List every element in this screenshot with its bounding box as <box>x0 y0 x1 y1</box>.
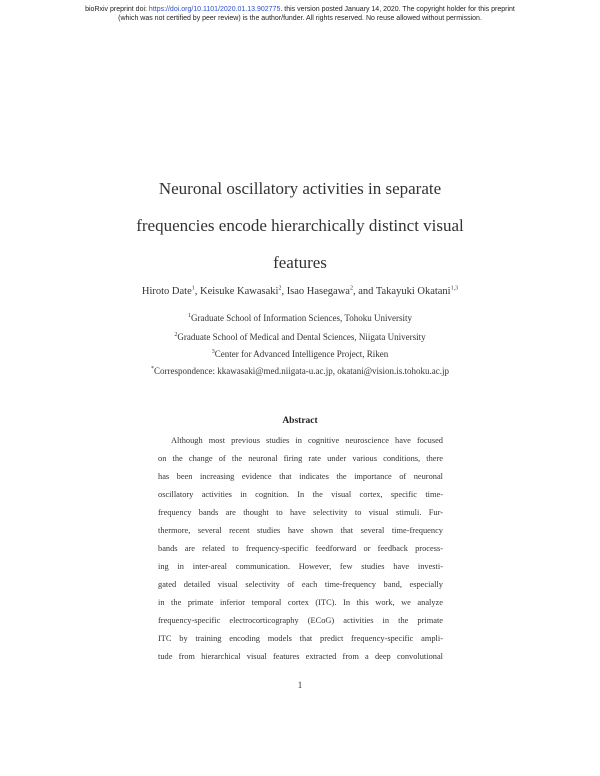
author-name: Keisuke Kawasaki <box>200 286 279 297</box>
title-line: frequencies encode hierarchically distinct visual <box>136 216 464 235</box>
affiliation: $^2$Graduate School of Medical and Dental Sciences, Niigata University <box>174 332 426 342</box>
abstract-line: thermore, several recent studies have shown that several time-frequency <box>158 526 443 535</box>
abstract-line: bands are related to frequency-specific feedforward or feedback process- <box>158 544 443 553</box>
abstract-line: Although most previous studies in cognitive neuroscience have focused <box>171 436 443 445</box>
abstract-line: has been increasing evidence that indicates the importance of neuronal <box>158 472 443 481</box>
abstract-line: on the change of the neuronal firing rate under various conditions, there <box>158 454 443 463</box>
title-line: features <box>273 253 327 272</box>
author-affiliation-mark: 1,3 <box>450 285 459 292</box>
author-name: Hiroto Date <box>141 286 192 297</box>
abstract-line: frequency-specific electrocorticography (ECoG) activities in the primate <box>158 616 443 625</box>
author-affiliation-mark: 2 <box>278 285 282 292</box>
preprint-notice-line-1: bioRxiv preprint doi: https://doi.org/10.1101/2020.01.13.902775. this version posted January 14, 2020. The copyright holder for this preprint <box>85 6 515 13</box>
abstract-line: in the primate inferior temporal cortex (ITC). In this work, we analyze <box>158 598 443 607</box>
preprint-notice <box>0 5 600 23</box>
affiliation: $^3$Center for Advanced Intelligence Project, Riken <box>211 349 389 359</box>
author-affiliation-mark: 1 <box>191 285 195 292</box>
affiliation: $^1$Graduate School of Information Sciences, Tohoku University <box>188 313 412 323</box>
author-affiliation-mark: 2 <box>349 285 353 292</box>
correspondence-emails: Correspondence: kkawasaki@med.niigata-u.ac.jp, okatani@vision.is.tohoku.ac.jp <box>153 366 449 376</box>
correspondence: *Correspondence: kkawasaki@med.niigata-u.ac.jp, okatani@vision.is.tohoku.ac.jp <box>150 366 449 376</box>
author-name: Isao Hasegawa <box>286 286 350 297</box>
author-name: Takayuki Okatani <box>375 286 451 297</box>
page-number: 1 <box>297 680 303 690</box>
abstract-line: tude from hierarchical visual features extracted from a deep convolutional <box>158 652 443 661</box>
preprint-notice-line-2: (which was not certified by peer review) is the author/funder. All rights reserved. No reuse allowed without permission. <box>118 15 482 22</box>
abstract-line: ITC by training encoding models that predict frequency-specific ampli- <box>158 634 443 643</box>
abstract-line: ing in inter-areal communication. However, few studies have investi- <box>158 562 443 571</box>
abstract-line: gated detailed visual selectivity of each time-frequency band, especially <box>158 580 443 589</box>
abstract-line: oscillatory activities in cognition. In the visual cortex, specific time- <box>158 490 443 499</box>
abstract-heading: Abstract <box>282 416 318 426</box>
title-line: Neuronal oscillatory activities in separate <box>158 179 442 198</box>
abstract-line: frequency bands are thought to have selectivity to visual stimuli. Fur- <box>158 508 443 517</box>
author-list: Hiroto Date$^1$, Keisuke Kawasaki$^2$, Isao Hasegawa$^2$, and Takayuki Okatani$^{1,3}$ <box>141 285 459 297</box>
paper-title <box>0 170 600 281</box>
doi-link[interactable]: https://doi.org/10.1101/2020.01.13.902775 <box>148 6 281 13</box>
